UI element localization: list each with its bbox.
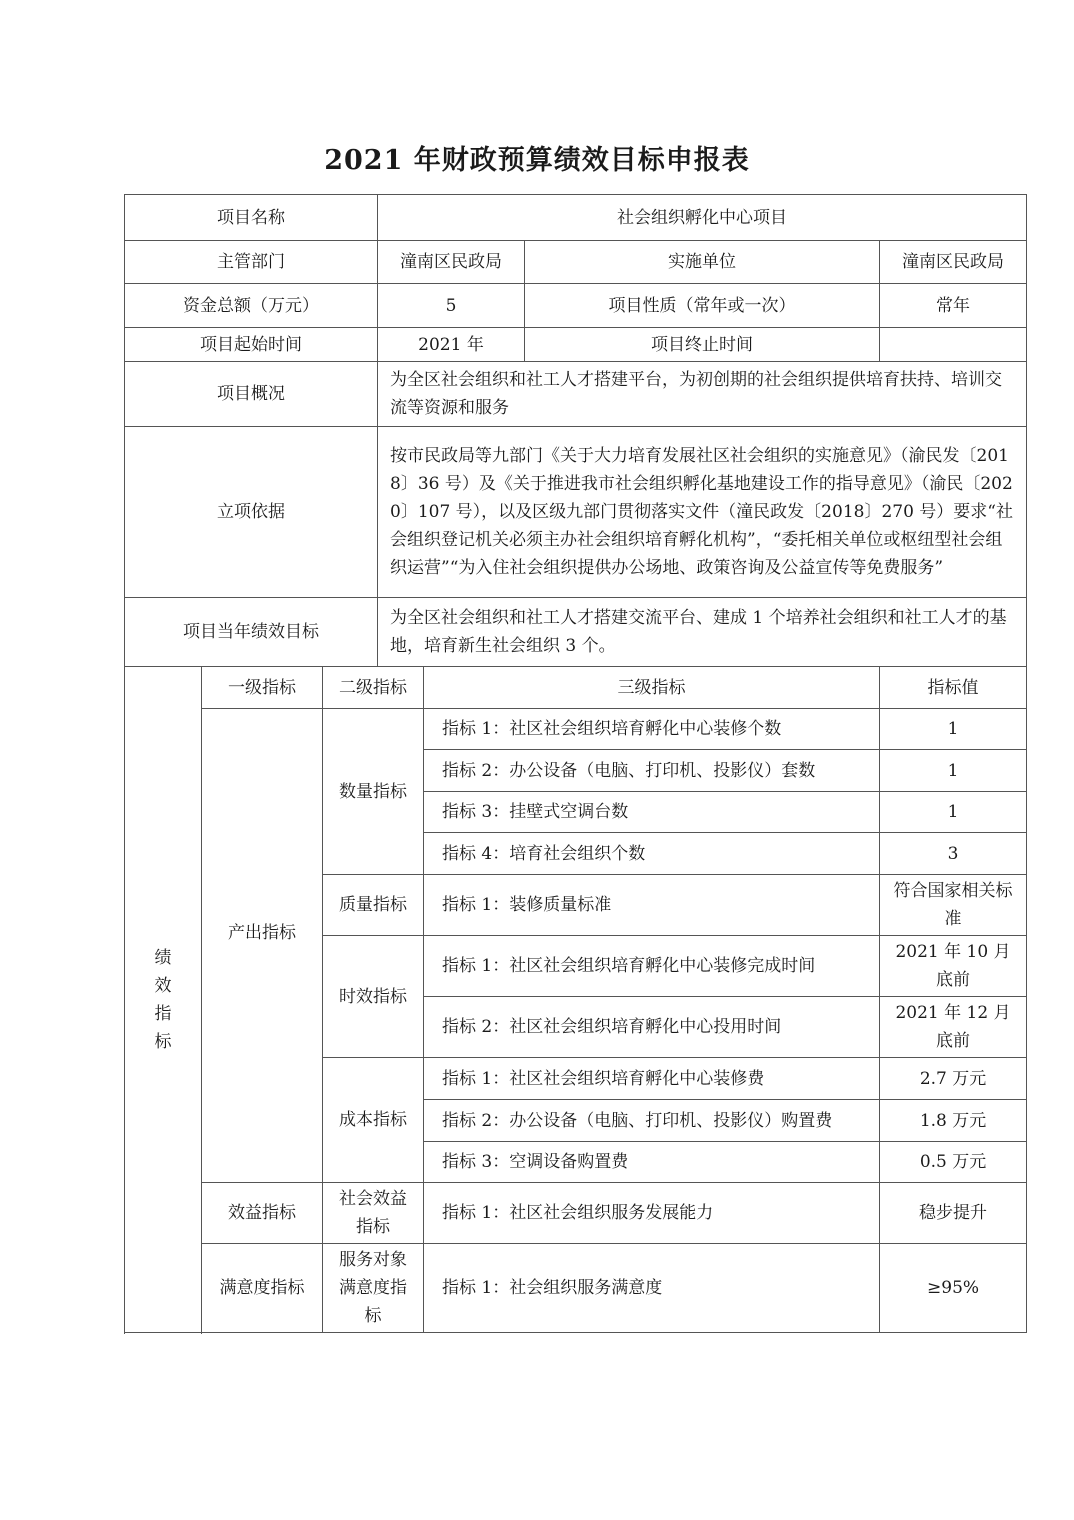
nature-label: 项目性质（常年或一次） <box>525 284 880 328</box>
metric-value: 0.5 万元 <box>880 1142 1027 1183</box>
row-fund <box>125 284 1027 328</box>
end-label: 项目终止时间 <box>525 328 880 362</box>
metric-value: 1.8 万元 <box>880 1100 1027 1142</box>
metric-value: 1 <box>880 750 1027 792</box>
overview-label: 项目概况 <box>125 362 378 427</box>
end-value <box>880 328 1027 362</box>
satisfaction-label: 满意度指标 <box>202 1244 323 1333</box>
metric-name: 指标 2：社区社会组织培育孵化中心投用时间 <box>424 997 880 1058</box>
table-row <box>125 709 1027 750</box>
metric-name: 指标 1：社区社会组织服务发展能力 <box>424 1183 880 1244</box>
social-benefit-label: 社会效益指标 <box>323 1183 424 1244</box>
fund-value: 5 <box>378 284 525 328</box>
overview-text: 为全区社会组织和社工人才搭建平台，为初创期的社会组织提供培育扶持、培训交流等资源和服务 <box>378 362 1027 427</box>
benefit-label: 效益指标 <box>202 1183 323 1244</box>
cost-label: 成本指标 <box>323 1058 424 1183</box>
page-title: 2021 年财政预算绩效目标申报表 <box>324 145 750 176</box>
metric-value: 符合国家相关标准 <box>880 875 1027 936</box>
header-l2: 二级指标 <box>323 667 424 709</box>
metric-name: 指标 1：社区社会组织培育孵化中心装修个数 <box>424 709 880 750</box>
metric-value: 2021 年 12 月底前 <box>880 997 1027 1058</box>
metric-value: 1 <box>880 709 1027 750</box>
header-l3: 三级指标 <box>424 667 880 709</box>
header-value: 指标值 <box>880 667 1027 709</box>
metric-name: 指标 4：培育社会组织个数 <box>424 833 880 875</box>
timeliness-label: 时效指标 <box>323 936 424 1058</box>
output-label: 产出指标 <box>202 709 323 1183</box>
row-overview <box>125 362 1027 427</box>
row-basis <box>125 427 1027 598</box>
metrics-section-text: 绩效指标 <box>154 947 172 1052</box>
basis-text: 按市民政局等九部门《关于大力培育发展社区社会组织的实施意见》（渝民发〔2018〕36 号）及《关于推进我市社会组织孵化基地建设工作的指导意见》（渝民〔2020〕107 号），以及区级九部门贯彻落实文件（潼民政发〔2018〕270 号）要求“社会组织登记机关必须主办社会组织培育孵化机构”，“委托相关单位或枢纽型社会组织运营”“为入住社会组织提供办公场地、政策咨询及公益宣传等免费服务” <box>378 427 1027 598</box>
start-value: 2021 年 <box>378 328 525 362</box>
metric-value: ≥95% <box>880 1244 1027 1333</box>
table-row <box>125 1244 1027 1333</box>
nature-value: 常年 <box>880 284 1027 328</box>
metric-name: 指标 3：挂壁式空调台数 <box>424 792 880 833</box>
row-department <box>125 241 1027 284</box>
metrics-section-label <box>125 667 202 1333</box>
header-l1: 一级指标 <box>202 667 323 709</box>
metric-name: 指标 1：社会组织服务满意度 <box>424 1244 880 1333</box>
metric-value: 2.7 万元 <box>880 1058 1027 1100</box>
metrics-header-row <box>125 667 1027 709</box>
goal-label: 项目当年绩效目标 <box>125 598 378 667</box>
impl-label: 实施单位 <box>525 241 880 284</box>
goal-text: 为全区社会组织和社工人才搭建交流平台、建成 1 个培养社会组织和社工人才的基地，培育新生社会组织 3 个。 <box>378 598 1027 667</box>
metric-name: 指标 1：装修质量标准 <box>424 875 880 936</box>
quantity-label: 数量指标 <box>323 709 424 875</box>
project-name-value: 社会组织孵化中心项目 <box>378 195 1027 241</box>
metric-name: 指标 3：空调设备购置费 <box>424 1142 880 1183</box>
basis-label: 立项依据 <box>125 427 378 598</box>
start-label: 项目起始时间 <box>125 328 378 362</box>
metric-value: 2021 年 10 月底前 <box>880 936 1027 997</box>
impl-value: 潼南区民政局 <box>880 241 1027 284</box>
row-project-name <box>125 195 1027 241</box>
dept-label: 主管部门 <box>125 241 378 284</box>
dept-value: 潼南区民政局 <box>378 241 525 284</box>
service-satisfaction-label: 服务对象满意度指标 <box>323 1244 424 1333</box>
metric-name: 指标 2：办公设备（电脑、打印机、投影仪）套数 <box>424 750 880 792</box>
metric-name: 指标 2：办公设备（电脑、打印机、投影仪）购置费 <box>424 1100 880 1142</box>
project-name-label: 项目名称 <box>125 195 378 241</box>
metric-value: 3 <box>880 833 1027 875</box>
budget-form-table <box>124 194 1027 1333</box>
metric-name: 指标 1：社区社会组织培育孵化中心装修完成时间 <box>424 936 880 997</box>
row-goal <box>125 598 1027 667</box>
metric-value: 1 <box>880 792 1027 833</box>
metric-value: 稳步提升 <box>880 1183 1027 1244</box>
table-row <box>125 1183 1027 1244</box>
row-period <box>125 328 1027 362</box>
fund-label: 资金总额（万元） <box>125 284 378 328</box>
quality-label: 质量指标 <box>323 875 424 936</box>
metric-name: 指标 1：社区社会组织培育孵化中心装修费 <box>424 1058 880 1100</box>
